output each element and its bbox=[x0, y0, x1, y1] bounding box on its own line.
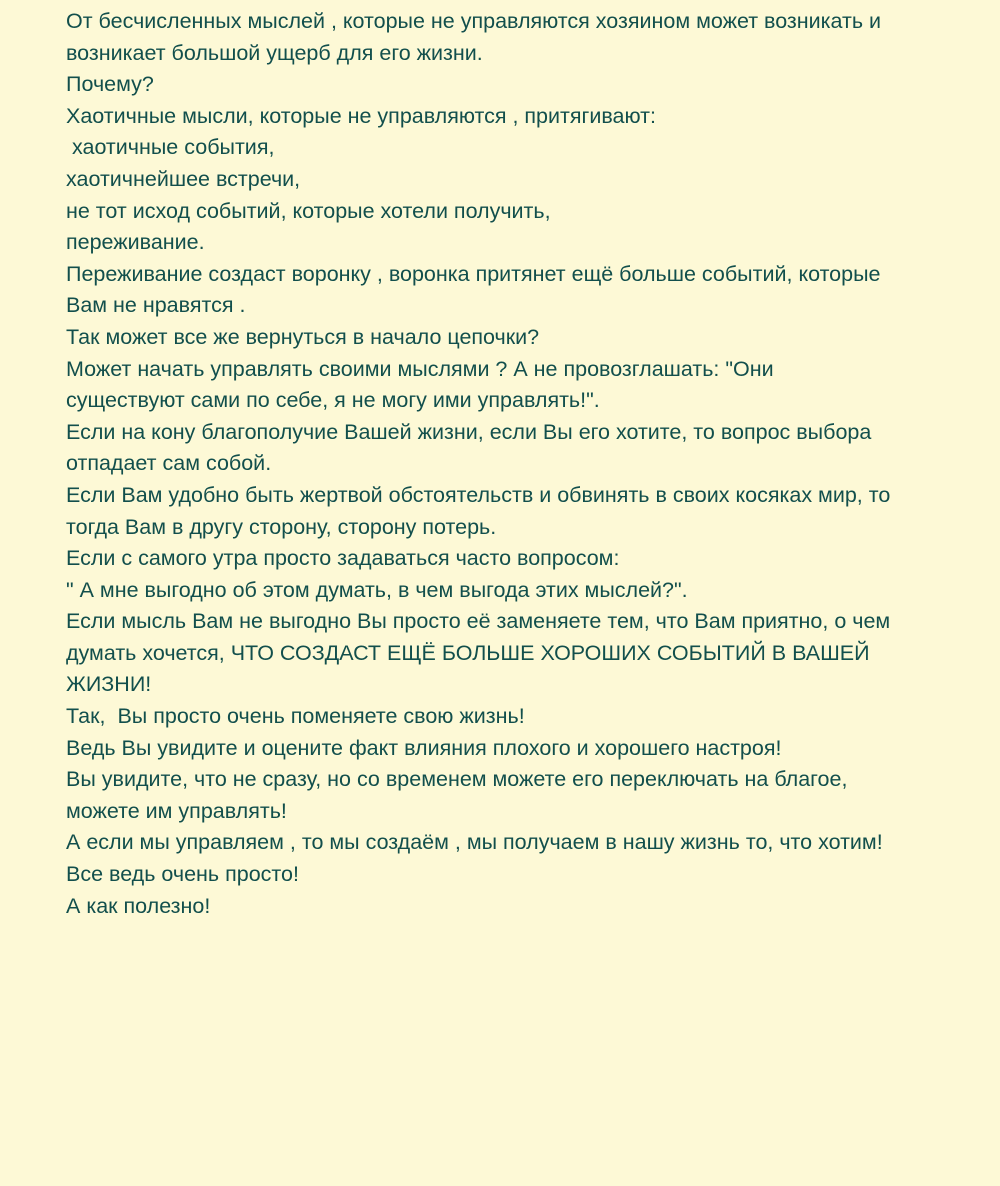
note-line: Так, Вы просто очень поменяете свою жизнь! bbox=[66, 704, 525, 729]
note-line: Вы увидите, что не сразу, но со временем можете его переключать на благое, bbox=[66, 767, 848, 792]
note-line: тогда Вам в другу сторону, сторону потерь. bbox=[66, 514, 497, 539]
note-line: можете им управлять! bbox=[66, 798, 287, 823]
note-line: От бесчисленных мыслей , которые не управляются хозяином может возникать и bbox=[66, 9, 882, 33]
note-line: хаотичные события, bbox=[66, 135, 275, 160]
note-line: А если мы управляем , то мы создаём , мы получаем в нашу жизнь то, что хотим! bbox=[66, 830, 883, 855]
note-line: Может начать управлять своими мыслями ? А не провозглашать: "Они bbox=[66, 356, 774, 381]
note-line: Переживание создаст воронку , воронка притянет ещё больше событий, которые bbox=[66, 261, 881, 286]
note-line: отпадает сам собой. bbox=[66, 451, 272, 476]
note-line: Если Вам удобно быть жертвой обстоятельств и обвинять в своих косяках мир, то bbox=[66, 482, 891, 507]
note-line: Хаотичные мысли, которые не управляются , притягивают: bbox=[66, 103, 656, 128]
note-line: не тот исход событий, которые хотели получить, bbox=[66, 198, 551, 223]
note-line: Ведь Вы увидите и оцените факт влияния плохого и хорошего настроя! bbox=[66, 735, 782, 760]
note-line: Почему? bbox=[66, 72, 154, 97]
note-line: Все ведь очень просто! bbox=[66, 862, 299, 887]
note-line: Если мысль Вам не выгодно Вы просто её заменяете тем, что Вам приятно, о чем bbox=[66, 609, 891, 634]
note-line: Вам не нравятся . bbox=[66, 293, 246, 318]
note-text bbox=[66, 6, 936, 922]
note-line: " А мне выгодно об этом думать, в чем выгода этих мыслей?". bbox=[66, 577, 688, 602]
note-line: существуют сами по себе, я не могу ими управлять!". bbox=[66, 388, 600, 413]
note-line: возникает большой ущерб для его жизни. bbox=[66, 40, 483, 65]
note-line: Так может все же вернуться в начало цепочки? bbox=[66, 324, 540, 349]
note-line: Если с самого утра просто задаваться часто вопросом: bbox=[66, 546, 620, 571]
note-line: хаотичнейшее встречи, bbox=[66, 166, 301, 191]
note-line: ЖИЗНИ! bbox=[66, 672, 152, 697]
note-line: думать хочется, ЧТО СОЗДАСТ ЕЩЁ БОЛЬШЕ ХОРОШИХ СОБЫТИЙ В ВАШЕЙ bbox=[66, 640, 870, 665]
note-line: А как полезно! bbox=[66, 893, 211, 918]
note-line: Если на кону благополучие Вашей жизни, если Вы его хотите, то вопрос выбора bbox=[66, 419, 872, 444]
note-line: переживание. bbox=[66, 230, 205, 255]
